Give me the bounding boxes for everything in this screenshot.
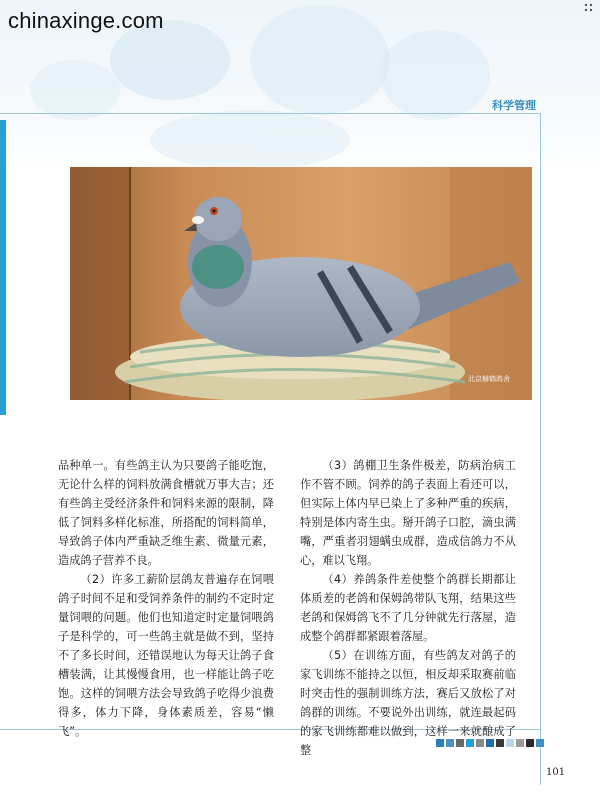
footer-square (446, 739, 454, 747)
flower-petal-decoration (150, 110, 350, 170)
pigeon-illustration (70, 167, 532, 400)
article-paragraph: （5）在训练方面，有些鸽友对鸽子的家飞训练不能持之以恒，相反却采取赛前临时突击性的强制训练方法，赛后又放松了对鸽群的训练。不要说外出训练，就连最起码的家飞训练都难以做到，这样一来就酿成了整 (300, 649, 516, 757)
footer-square (436, 739, 444, 747)
photo-caption: 北京赫鹤鸽舍 (468, 375, 510, 383)
footer-square (516, 739, 524, 747)
footer-square (486, 739, 494, 747)
article-paragraph: （2）许多工薪阶层鸽友普遍存在饲喂鸽子时间不足和受饲养条件的制约不定时定量饲喂的问题。他们也知道定时定量饲喂鸽子是科学的，可一些鸽主就是做不到，坚持不了多长时间，还错误地认为每天让鸽子食槽装满，让其慢慢食用，也一样能让鸽子吃饱。这样的饲喂方法会导致鸽子吃得少浪费得多，体力下降，身体素质差，容易“懒飞”。 (58, 573, 274, 738)
article-paragraph: （4）养鸽条件差使整个鸽群长期都让体质差的老鸽和保姆鸽带队飞翔，结果这些老鸽和保姆鸽飞不了几分钟就先行落屋，造成整个鸽群都紧跟着落屋。 (300, 573, 516, 643)
pigeon-photo (70, 167, 532, 400)
left-accent-bar (0, 120, 6, 415)
footer-square (456, 739, 464, 747)
right-margin-rule (540, 113, 541, 785)
flower-petal-decoration (250, 5, 390, 115)
flower-petal-decoration (380, 30, 490, 120)
footer-square (536, 739, 544, 747)
article-paragraph: （3）鸽棚卫生条件极差，防病治病工作不管不顾。饲养的鸽子表面上看还可以，但实际上体内早已染上了多种严重的疾病，特别是体内寄生虫。掰开鸽子口腔，滴虫满嘴，严重者羽翅螨虫成群，造成信鸽力不从心，难以飞翔。 (300, 459, 516, 567)
footer-square (506, 739, 514, 747)
header-rule (0, 113, 540, 114)
page-number: 101 (546, 767, 566, 778)
footer-square (476, 739, 484, 747)
article-column-right (300, 456, 516, 760)
site-watermark: chinaxinge.com (8, 8, 164, 33)
footer-square (466, 739, 474, 747)
corner-dots-icon (583, 2, 595, 14)
article-paragraph: 品种单一。有些鸽主认为只要鸽子能吃饱，无论什么样的饲料放满食槽就万事大吉；还有些鸽主受经济条件和饲料来源的限制，降低了饲料多样化标准，所搭配的饲料简单，导致鸽子体内严重缺乏维生素、微量元素，造成鸽子营养不良。 (58, 459, 274, 567)
footer-square (496, 739, 504, 747)
flower-petal-decoration (30, 60, 120, 120)
footer-square (526, 739, 534, 747)
footer-color-squares (436, 739, 544, 747)
section-title: 科学管理 (492, 99, 536, 112)
article-column-left (58, 456, 274, 741)
